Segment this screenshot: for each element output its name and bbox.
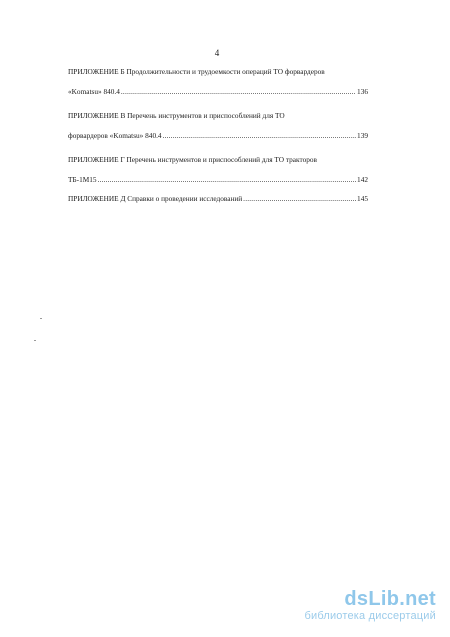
toc-page-number: 145	[357, 195, 368, 203]
watermark	[304, 588, 436, 623]
dot-leader	[163, 132, 356, 140]
toc-entry-title-continued: форвардеров «Komatsu» 840.4	[68, 132, 162, 140]
toc-entry-title: ПРИЛОЖЕНИЕ В Перечень инструментов и приспособлений для ТО	[68, 112, 285, 120]
page-number: 4	[214, 48, 220, 58]
toc-entry-title: ПРИЛОЖЕНИЕ Д Справки о проведении исследований	[68, 195, 243, 203]
toc-entry-line	[68, 195, 368, 203]
toc-entry-title: ПРИЛОЖЕНИЕ Г Перечень инструментов и приспособлений для ТО тракторов	[68, 156, 317, 164]
toc-entry-title: ПРИЛОЖЕНИЕ Б Продолжительности и трудоемкости операций ТО форвардеров	[68, 68, 325, 76]
toc-page-number: 136	[357, 88, 368, 96]
toc-entry-title-continued: «Komatsu» 840.4	[68, 88, 120, 96]
toc-entry-line	[68, 156, 368, 164]
toc-entry-line	[68, 112, 368, 120]
toc-entry-line	[68, 68, 368, 76]
toc-entry-appendix-b	[68, 68, 368, 96]
toc-entry-line	[68, 132, 368, 140]
toc-entry-title-continued: ТБ-1М15	[68, 176, 97, 184]
toc-entry-appendix-v	[68, 112, 368, 140]
toc-entry-line	[68, 88, 368, 96]
scan-speck	[40, 318, 42, 319]
dot-leader	[98, 176, 357, 184]
scan-speck	[34, 340, 36, 341]
watermark-subtitle: библиотека диссертаций	[304, 610, 436, 622]
dot-leader	[243, 195, 356, 203]
dot-leader	[121, 88, 356, 96]
toc-page-number: 139	[357, 132, 368, 140]
toc-entry-appendix-g	[68, 156, 368, 184]
watermark-logo: dsLib.net	[344, 588, 436, 610]
toc-page-number: 142	[357, 176, 368, 184]
toc-entry-appendix-d	[68, 195, 368, 203]
toc-entry-line	[68, 176, 368, 184]
